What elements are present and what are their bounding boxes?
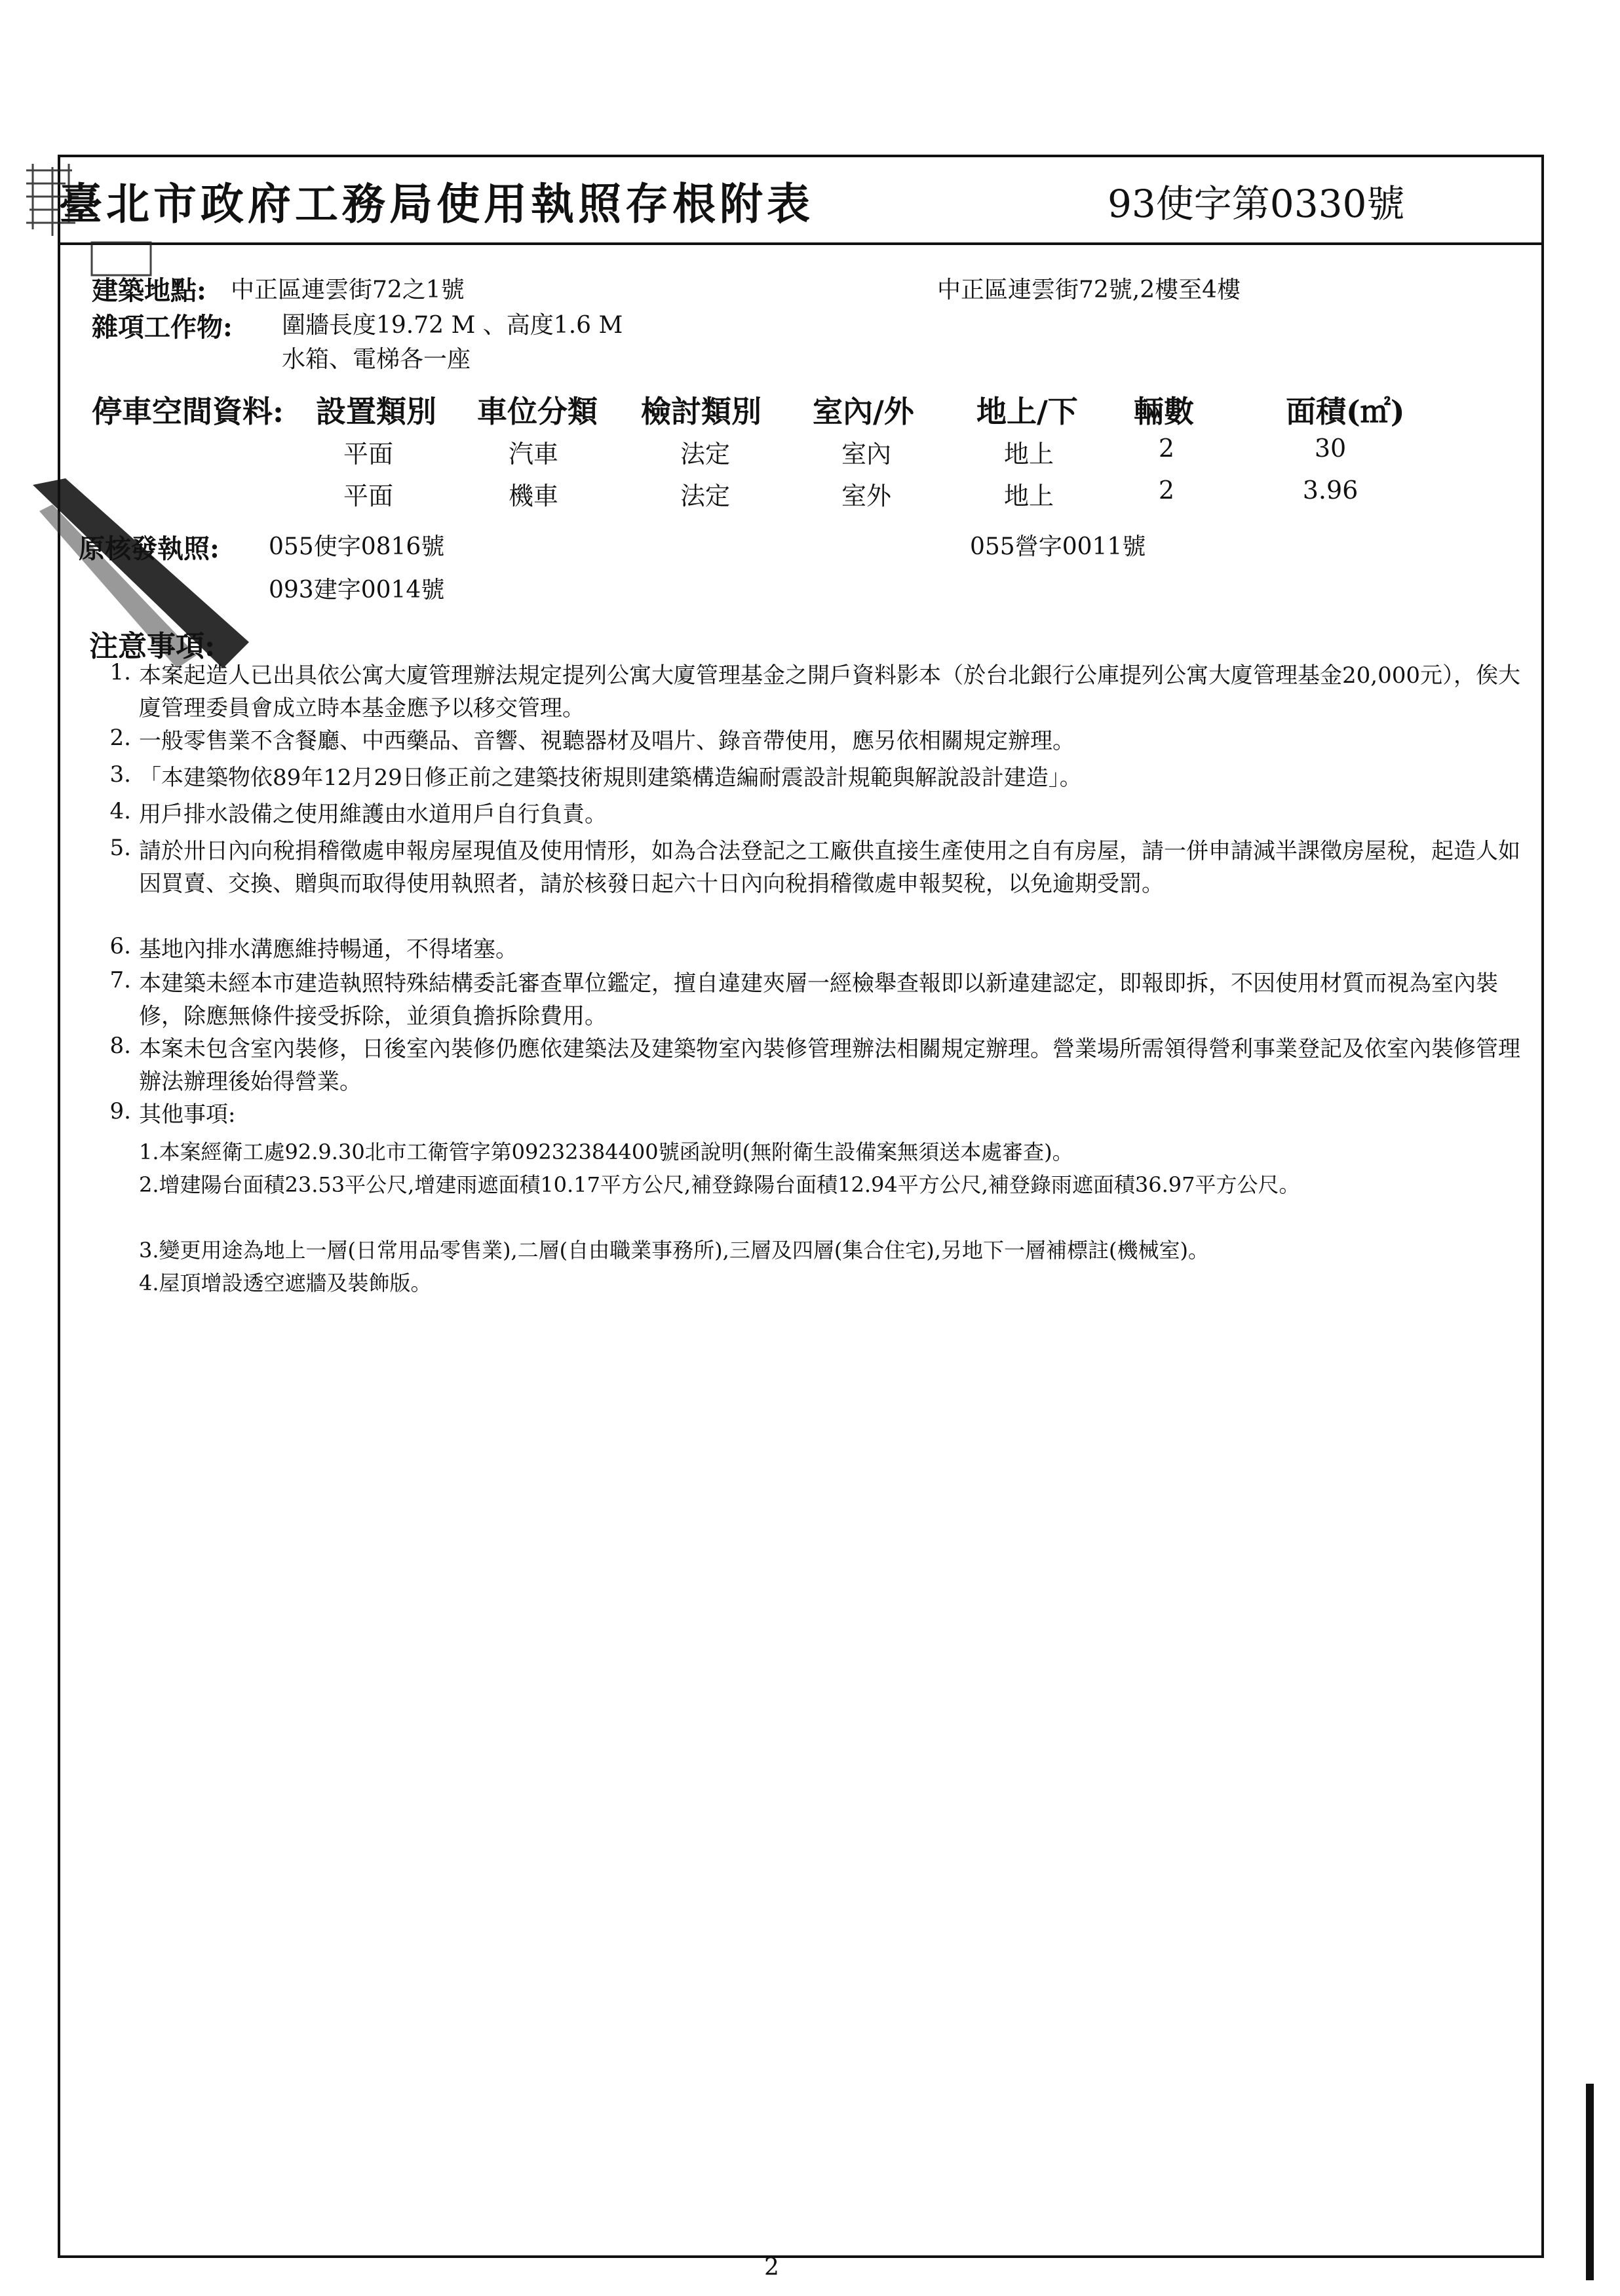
original-permit-3: 093建字0014號	[269, 577, 445, 603]
parking-header-type: 設置類別	[316, 394, 436, 429]
parking-header-level: 地上/下	[976, 394, 1078, 429]
document-frame	[58, 155, 1544, 2258]
note-text: 用戶排水設備之使用維護由水道用戶自行負責。	[139, 801, 607, 828]
page-number: 2	[764, 2254, 779, 2281]
note-number: 4.	[109, 798, 131, 824]
original-permit-1: 055使字0816號	[269, 533, 445, 560]
site-label: 建築地點:	[92, 275, 206, 306]
parking-row-1-indoor: 室內	[841, 440, 891, 469]
parking-row-2-level: 地上	[1003, 482, 1054, 510]
parking-row-1-area: 30	[1314, 434, 1347, 463]
parking-header-indoor: 室內/外	[813, 394, 914, 429]
parking-row-1-level: 地上	[1003, 440, 1054, 469]
parking-row-1-review: 法定	[680, 440, 730, 469]
parking-row-2-class: 機車	[508, 482, 558, 510]
parking-row-2-review: 法定	[680, 482, 730, 510]
page-title: 臺北市政府工務局使用執照存根附表	[59, 178, 814, 229]
note-text: 基地內排水溝應維持暢通，不得堵塞。	[139, 936, 518, 963]
note-text: 一般零售業不含餐廳、中西藥品、音響、視聽器材及唱片、錄音帶使用，應另依相關規定辦理。	[139, 728, 1075, 754]
parking-row-1-count: 2	[1158, 434, 1175, 463]
parking-row-2-type: 平面	[343, 482, 393, 510]
note-text: 請於卅日內向稅捐稽徵處申報房屋現值及使用情形，如為合法登記之工廠供直接生產使用之自有房屋，請一併申請減半課徵房屋稅，起造人如因買賣、交換、贈與而取得使用執照者，請於核發日起六十日內向稅捐稽徵處申報契稅，以免逾期受罰。	[139, 838, 1520, 897]
parking-label: 停車空間資料:	[92, 394, 284, 429]
other-item: 2.增建陽台面積23.53平公尺,增建雨遮面積10.17平方公尺,補登錄陽台面積12.94平方公尺,補登錄雨遮面積36.97平方公尺。	[139, 1172, 1300, 1197]
note-number: 7.	[109, 967, 131, 993]
permit-number: 93使字第0330號	[1108, 182, 1405, 226]
original-permit-2: 055營字0011號	[970, 533, 1146, 560]
note-number: 5.	[109, 835, 131, 861]
other-item: 1.本案經衛工處92.9.30北市工衛管字第09232384400號函說明(無附衛生設備案無須送本處審查)。	[139, 1139, 1073, 1164]
misc-line-2: 水箱、電梯各一座	[282, 346, 471, 373]
notes-heading: 注意事項:	[89, 630, 216, 663]
note-text: 本建築未經本市建造執照特殊結構委託審查單位鑑定，擅自違建夾層一經檢舉查報即以新違建認定，即報即拆，不因使用材質而視為室內裝修，除應無條件接受拆除，並須負擔拆除費用。	[139, 970, 1498, 1029]
misc-line-1: 圍牆長度19.72 M 、高度1.6 M	[282, 312, 623, 339]
parking-row-1-type: 平面	[343, 440, 393, 469]
parking-header-area: 面積(㎡)	[1286, 394, 1405, 429]
note-text: 本案起造人已出具依公寓大廈管理辦法規定提列公寓大廈管理基金之開戶資料影本（於台北銀行公庫提列公寓大廈管理基金20,000元），俟大廈管理委員會成立時本基金應予以移交管理。	[139, 662, 1520, 721]
site-address-secondary: 中正區連雲街72號,2樓至4樓	[937, 277, 1241, 303]
other-item: 4.屋頂增設透空遮牆及裝飾版。	[139, 1271, 432, 1295]
parking-row-2-count: 2	[1158, 476, 1175, 505]
note-text: 其他事項:	[139, 1101, 236, 1128]
note-number: 1.	[109, 659, 131, 685]
parking-row-1-class: 汽車	[508, 440, 558, 469]
parking-header-review: 檢討類別	[641, 394, 762, 429]
parking-row-2-indoor: 室外	[841, 482, 891, 510]
note-number: 8.	[109, 1033, 131, 1059]
site-address: 中正區連雲街72之1號	[231, 277, 465, 303]
parking-row-2-area: 3.96	[1302, 476, 1359, 505]
note-text: 「本建築物依89年12月29日修正前之建築技術規則建築構造編耐震設計規範與解說設計建造」。	[139, 765, 1082, 791]
parking-header-count: 輛數	[1134, 394, 1194, 429]
original-permit-label: 原核發執照:	[79, 533, 220, 564]
note-number: 9.	[109, 1098, 131, 1124]
note-text: 本案未包含室內裝修，日後室內裝修仍應依建築法及建築物室內裝修管理辦法相關規定辦理。營業場所需領得營利事業登記及依室內裝修管理辦法辦理後始得營業。	[139, 1036, 1520, 1095]
note-number: 6.	[109, 933, 131, 959]
parking-header-class: 車位分類	[477, 394, 598, 429]
misc-label: 雜項工作物:	[92, 312, 233, 343]
note-number: 3.	[109, 761, 131, 788]
other-item: 3.變更用途為地上一層(日常用品零售業),二層(自由職業事務所),三層及四層(集合住宅),另地下一層補標註(機械室)。	[139, 1238, 1209, 1263]
scan-edge-noise	[1579, 2084, 1599, 2280]
note-number: 2.	[109, 725, 131, 751]
